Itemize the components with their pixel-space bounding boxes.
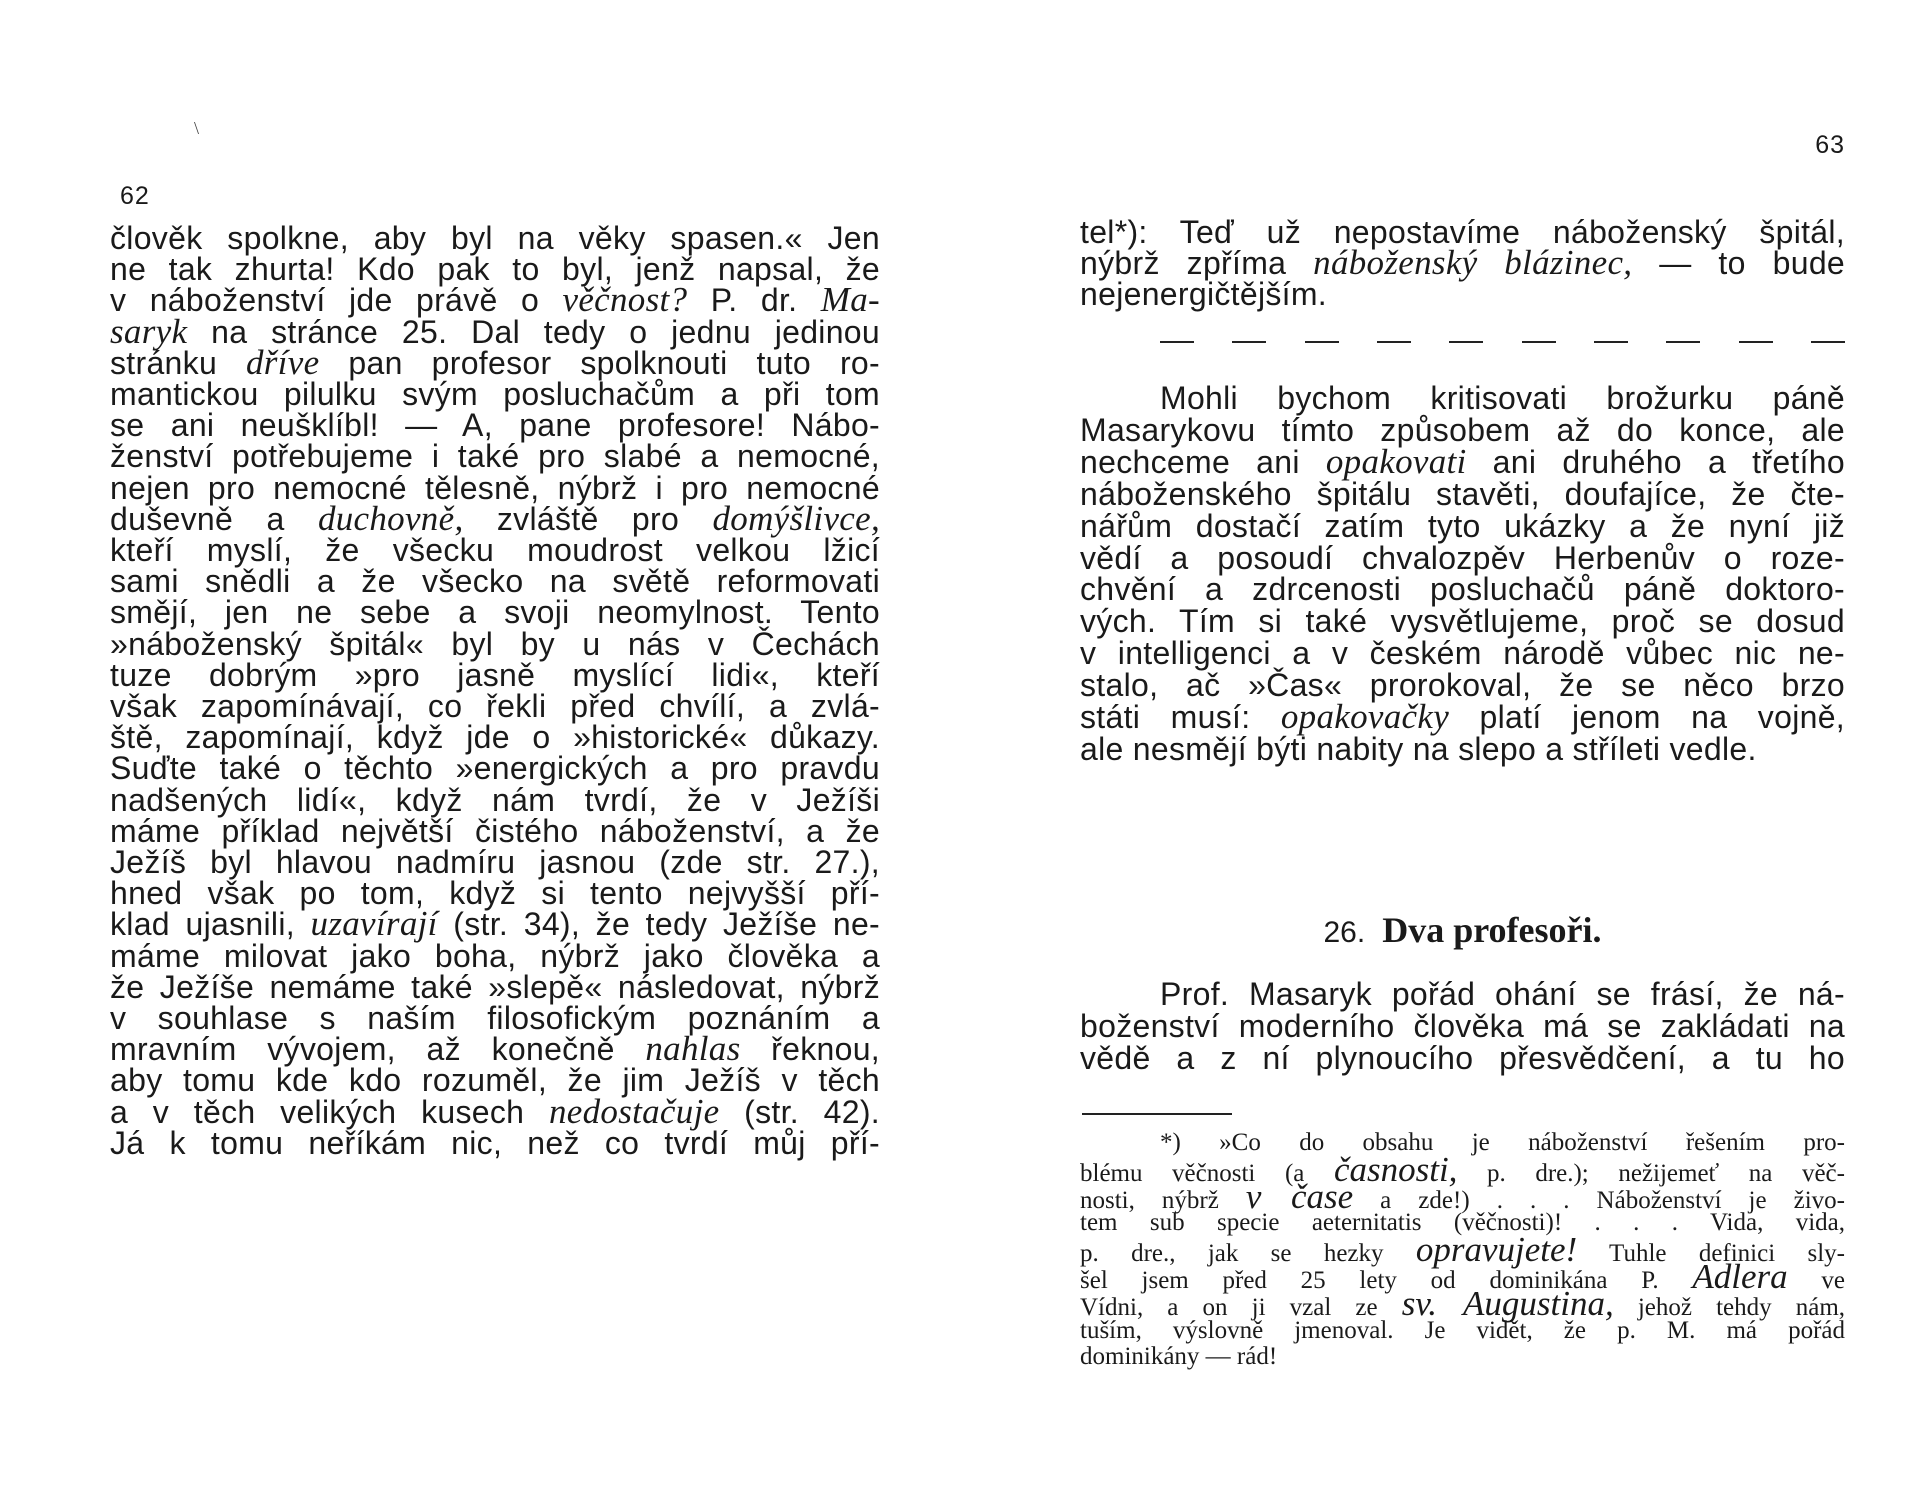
- italic-run: duchovně,: [317, 498, 464, 538]
- footnote-rule: [1082, 1113, 1232, 1115]
- text-run: »náboženský špitál« byl by u nás v Čechách: [110, 625, 880, 662]
- italic-run: domýšlivce,: [712, 498, 881, 538]
- text-run: náboženského špitálu stavěti, doufajíce, že čte-: [1080, 475, 1845, 512]
- separator-dash: [1811, 341, 1845, 343]
- text-run: nářům dostačí zatím tyto ukázky a že nyní již: [1080, 507, 1845, 544]
- text-run: P. dr.: [687, 282, 821, 319]
- separator-dash: [1594, 341, 1628, 343]
- separator-dash: [1666, 341, 1700, 343]
- text-run: nadšených lidí«, když nám tvrdí, že v Ježíši: [110, 781, 880, 818]
- text-run: p. dre.); nežijemeť na věč-: [1457, 1159, 1845, 1187]
- text-run: smějí, jen ne sebe a svoji neomylnost. Tento: [110, 594, 880, 631]
- text-line: [1080, 274, 1845, 314]
- italic-run: saryk: [110, 311, 188, 351]
- text-run: klad ujasnili,: [110, 906, 311, 943]
- text-run: platí jenom na vojně,: [1449, 699, 1845, 735]
- text-run: státi musí:: [1080, 699, 1281, 735]
- separator-dash: [1522, 341, 1556, 343]
- text-run: šel jsem před 25 lety od dominikána P.: [1080, 1267, 1693, 1294]
- text-run: řeknou,: [740, 1031, 880, 1068]
- italic-run: časnosti,: [1333, 1149, 1458, 1189]
- text-run: ženství potřebujeme i také pro slabé a nemocné,: [110, 438, 880, 475]
- text-run: Tuhle definici sly-: [1577, 1240, 1845, 1268]
- text-run: v intelligenci a v českém národě vůbec nic ne-: [1080, 635, 1845, 672]
- section-title: Dva profesoři.: [1382, 910, 1602, 950]
- text-run: tel*): Teď už nepostavíme náboženský špitál,: [1080, 214, 1845, 250]
- text-run: nejenergičtějším.: [1080, 276, 1327, 312]
- text-run: mravním vývojem, až konečně: [110, 1031, 646, 1068]
- text-line: [110, 1123, 880, 1163]
- text-run: — to bude: [1632, 245, 1846, 281]
- text-run: duševně a: [110, 500, 318, 537]
- text-run: se ani neušklíbl! — A, pane profesore! Nábo-: [110, 407, 880, 444]
- italic-run: věčnost?: [562, 280, 688, 320]
- text-run: ště, zapomínají, když jde o »historické« důkazy.: [110, 719, 880, 756]
- text-run: v souhlase s naším filosofickým poznáním a: [110, 1000, 880, 1036]
- text-run: Masarykovu tímto způsobem až do konce, ale: [1080, 411, 1845, 448]
- text-run: ne tak zhurta! Kdo pak to byl, jenž napsal, že: [110, 251, 880, 288]
- text-run: že Ježíše nemáme také »slepě« následovat, nýbrž: [110, 968, 880, 1005]
- text-run: *) »Co do obsahu je náboženství řešením pro-: [1160, 1129, 1845, 1156]
- separator-dash: [1160, 341, 1194, 343]
- text-run: Vídni, a on ji vzal ze: [1080, 1293, 1402, 1321]
- text-line: [1080, 729, 1845, 769]
- text-run: nosti, nýbrž: [1080, 1186, 1246, 1214]
- text-run: (str. 34), že tedy Ježíše ne-: [437, 906, 880, 943]
- text-run: tuším, výslovně jmenoval. Je vidět, že p. M. má pořád: [1080, 1316, 1845, 1344]
- italic-run: Ma-: [820, 280, 880, 320]
- text-run: máme milovat jako boha, nýbrž jako člověka a: [110, 937, 880, 974]
- separator-dash: [1232, 341, 1266, 343]
- text-run: boženství moderního člověka má se zakládati na: [1080, 1008, 1845, 1044]
- text-run: Prof. Masaryk pořád ohání se frásí, že ná-: [1160, 976, 1845, 1012]
- text-run: zvláště pro: [463, 500, 713, 537]
- text-run: aby tomu kde kdo rozuměl, že jim Ježíš v těch: [110, 1062, 880, 1099]
- separator-dash: [1377, 341, 1411, 343]
- text-run: nýbrž zpříma: [1080, 245, 1314, 281]
- italic-run: náboženský blázinec,: [1313, 243, 1633, 282]
- italic-run: sv. Augustina,: [1401, 1283, 1614, 1323]
- text-run: v náboženství jde právě o: [110, 282, 563, 319]
- text-run: Suďte také o těchto »energických a pro pravdu: [110, 750, 880, 787]
- text-run: Mohli bychom kritisovati brožurku páně: [1160, 380, 1845, 416]
- page-number-left: 62: [120, 182, 150, 210]
- text-run: blému věčnosti (a: [1080, 1159, 1334, 1187]
- italic-run: opakovati: [1325, 441, 1467, 481]
- text-run: sami snědli a že všecko na světě reformovati: [110, 563, 880, 600]
- text-run: mantickou pilulku svým posluchačům a při tom: [110, 376, 880, 412]
- text-run: vědě a z ní plynoucího přesvědčení, a tu ho: [1080, 1040, 1845, 1076]
- separator-dash: [1739, 341, 1773, 343]
- separator-dash: [1305, 341, 1339, 343]
- text-run: vědí a posoudí chvalozpěv Herbenův o roze-: [1080, 539, 1845, 576]
- text-run: člověk spolkne, aby byl na věky spasen.« Jen: [110, 220, 880, 256]
- text-run: pan profesor spolknouti tuto ro-: [319, 344, 880, 381]
- italic-run: nahlas: [645, 1029, 741, 1069]
- text-run: na stránce 25. Dal tedy o jednu jedinou: [187, 313, 880, 350]
- italic-run: v čase: [1245, 1176, 1354, 1216]
- italic-run: Adlera: [1692, 1257, 1788, 1296]
- text-run: (str. 42).: [719, 1093, 880, 1130]
- text-run: stalo, ač »Čas« prorokoval, že se něco brzo: [1080, 667, 1845, 704]
- text-run: a v těch velikých kusech: [110, 1093, 549, 1130]
- text-run: hned však po tom, když si tento nejvyšší pří-: [110, 875, 880, 912]
- italic-run: uzavírají: [310, 904, 438, 944]
- stray-mark: \: [194, 118, 200, 138]
- text-run: nechceme ani: [1080, 443, 1326, 480]
- footnote-line: [1080, 1128, 1845, 1158]
- text-run: ve: [1787, 1267, 1845, 1294]
- section-number: 26.: [1323, 916, 1366, 949]
- text-run: ani druhého a třetího: [1466, 443, 1845, 480]
- text-run: a zde!) . . . Náboženství je živo-: [1353, 1186, 1845, 1214]
- text-run: chvění a zdrcenosti posluchačů páně doktoro-: [1080, 571, 1845, 608]
- text-run: Já k tomu neříkám nic, než co tvrdí můj pří-: [110, 1124, 880, 1161]
- section-heading: [1080, 908, 1845, 955]
- text-run: tuze dobrým »pro jasně myslící lidi«, kteří: [110, 656, 880, 693]
- footnote-line: [1080, 1316, 1845, 1346]
- text-run: však zapomínávají, co řekli před chvílí, a zvlá-: [110, 688, 880, 724]
- text-run: máme příklad největší čistého náboženství, a že: [110, 812, 880, 849]
- section-separator-dashes: [1160, 332, 1845, 352]
- text-run: tem sub specie aeternitatis (věčnosti)! . . . Vida, vida,: [1080, 1209, 1845, 1237]
- text-run: dominikány — rád!: [1080, 1343, 1278, 1371]
- text-run: Ježíš byl hlavou nadmíru jasnou (zde str. 27.),: [110, 844, 880, 880]
- text-run: vých. Tím si také vysvětlujeme, proč se dosud: [1080, 603, 1845, 640]
- italic-run: opravujete!: [1415, 1230, 1578, 1270]
- text-run: stránku: [110, 344, 246, 381]
- text-run: ale nesmějí býti nabity na slepo a stříleti vedle.: [1080, 730, 1757, 767]
- italic-run: dříve: [246, 342, 320, 382]
- page-number-right: 63: [1815, 131, 1845, 159]
- text-run: jehož tehdy nám,: [1613, 1293, 1846, 1321]
- italic-run: opakovačky: [1280, 697, 1450, 736]
- text-run: kteří myslí, že všecku moudrost velkou lžicí: [110, 532, 880, 568]
- text-run: p. dre., jak se hezky: [1080, 1240, 1416, 1268]
- text-line: [1080, 1038, 1845, 1078]
- separator-dash: [1449, 341, 1483, 343]
- text-run: nejen pro nemocné tělesně, nýbrž i pro nemocné: [110, 469, 880, 506]
- footnote-line: [1080, 1342, 1845, 1372]
- italic-run: nedostačuje: [548, 1091, 720, 1131]
